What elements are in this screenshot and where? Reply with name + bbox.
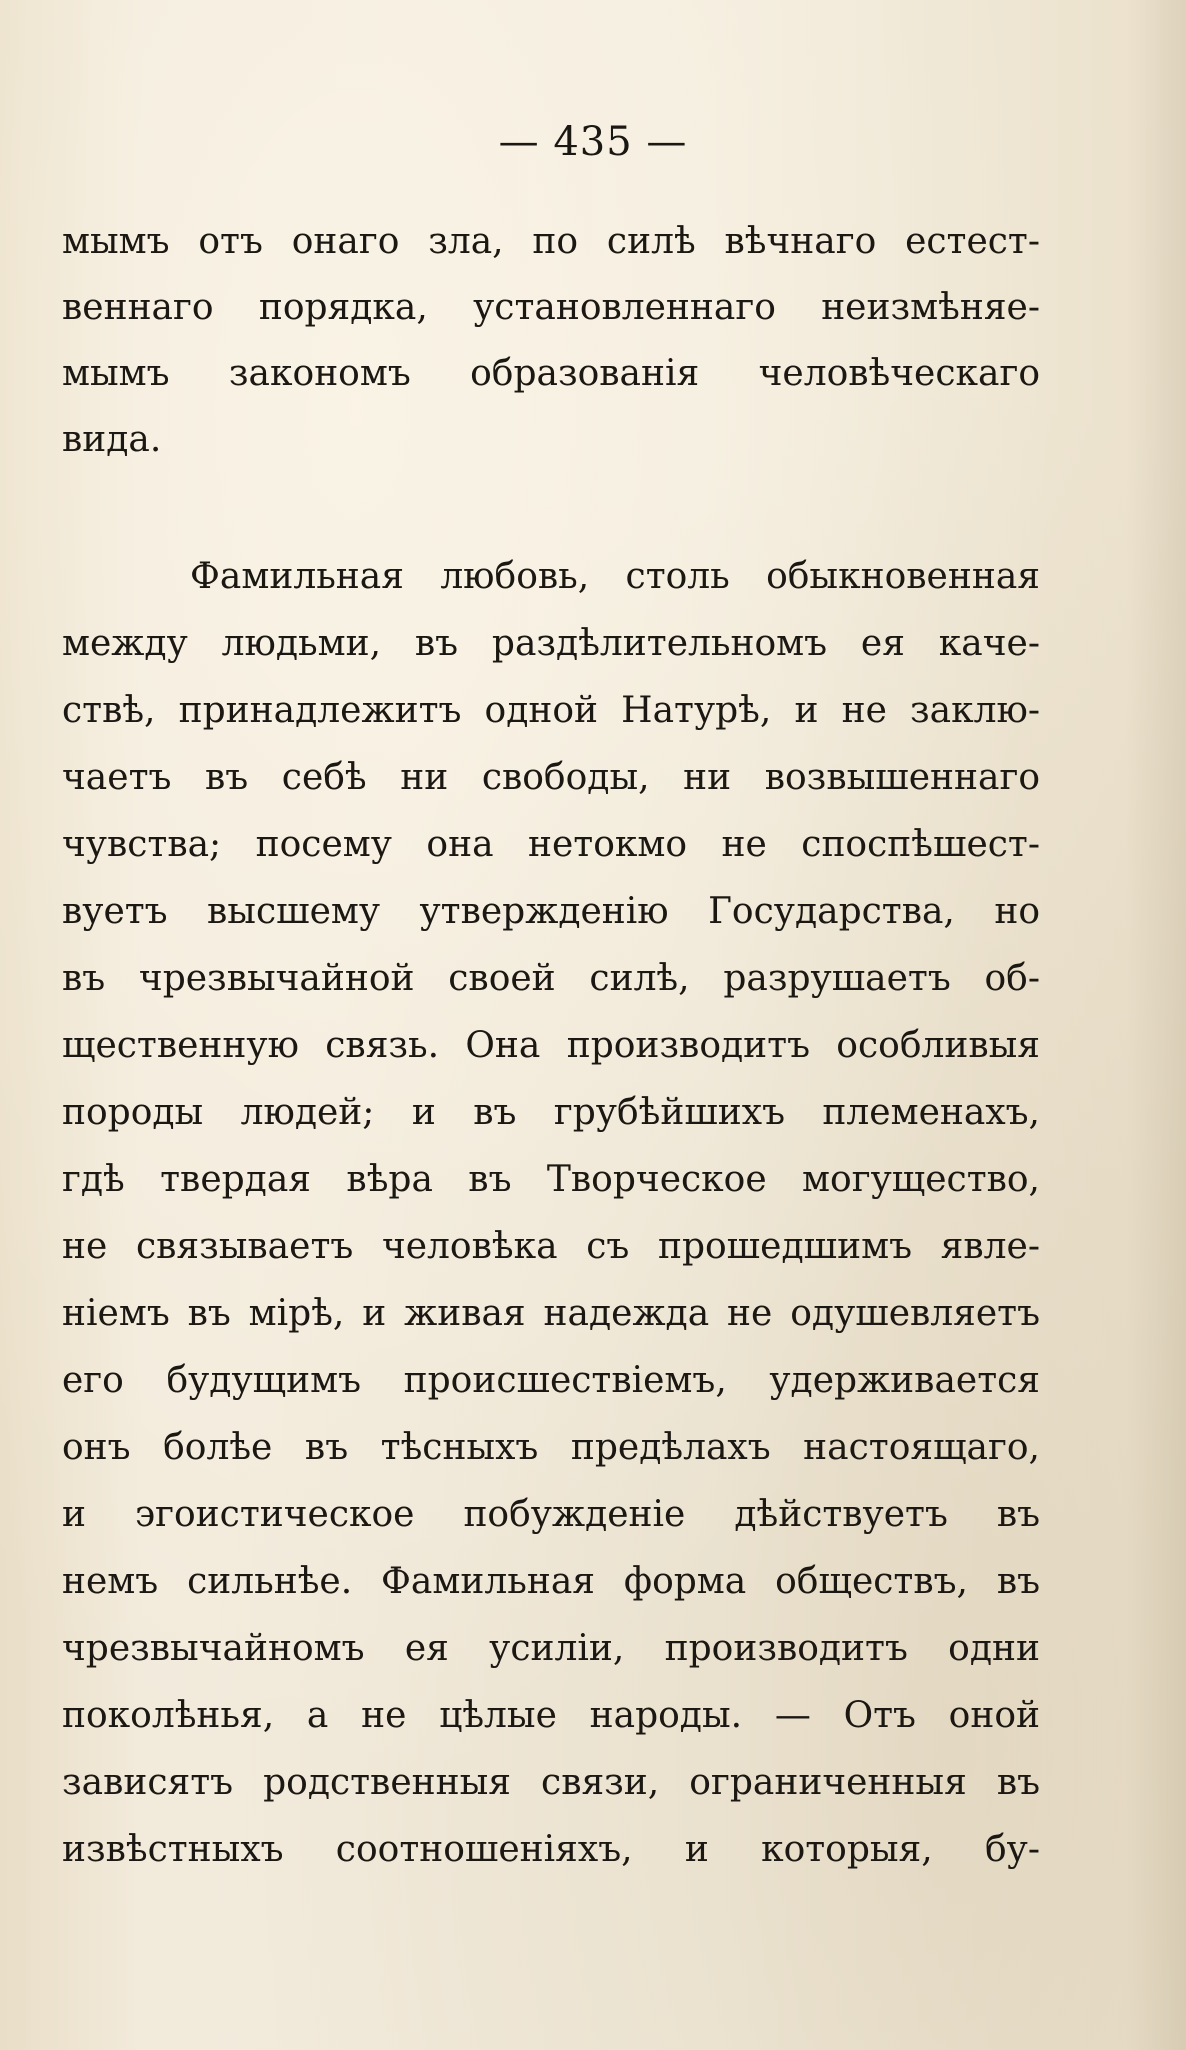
text-line: гдѣ твердая вѣра въ Творческое могущество, — [62, 1159, 1040, 1200]
page-edge-shadow — [1126, 0, 1186, 2050]
text-line: въ чрезвычайной своей силѣ, разрушаетъ об- — [62, 958, 1040, 999]
text-line: чрезвычайномъ ея усиліи, производитъ одни — [62, 1628, 1040, 1669]
text-line: породы людей; и въ грубѣйшихъ племенахъ, — [62, 1092, 1040, 1133]
text-line: немъ сильнѣе. Фамильная форма обществъ, въ — [62, 1561, 1040, 1602]
text-line: щественную связь. Она производитъ особливыя — [62, 1025, 1040, 1066]
text-line: не связываетъ человѣка съ прошедшимъ явле- — [62, 1226, 1040, 1267]
text-line: ствѣ, принадлежитъ одной Натурѣ, и не заклю- — [62, 690, 1040, 731]
text-line: поколѣнья, а не цѣлые народы. — Отъ оной — [62, 1695, 1040, 1736]
text-line: мымъ закономъ образованія человѣческаго — [62, 353, 1040, 394]
text-line: извѣстныхъ соотношеніяхъ, и которыя, бу- — [62, 1829, 1040, 1870]
text-line: его будущимъ происшествіемъ, удерживается — [62, 1360, 1040, 1401]
text-line: онъ болѣе въ тѣсныхъ предѣлахъ настоящаго, — [62, 1427, 1040, 1468]
text-line: Фамильная любовь, столь обыкновенная — [190, 556, 1040, 597]
text-line: и эгоистическое побужденіе дѣйствуетъ въ — [62, 1494, 1040, 1535]
text-line: вида. — [62, 419, 162, 460]
text-line: чувства; посему она нетокмо не споспѣшест- — [62, 824, 1040, 865]
text-line: веннаго порядка, установленнаго неизмѣняе- — [62, 287, 1040, 328]
text-line: между людьми, въ раздѣлительномъ ея каче- — [62, 623, 1040, 664]
text-line: вуетъ высшему утвержденію Государства, но — [62, 891, 1040, 932]
text-line: зависятъ родственныя связи, ограниченныя въ — [62, 1762, 1040, 1803]
text-line: мымъ отъ онаго зла, по силѣ вѣчнаго естест- — [62, 221, 1040, 262]
text-line: ніемъ въ мірѣ, и живая надежда не одушевляетъ — [62, 1293, 1040, 1334]
page-number: — 435 — — [498, 119, 688, 165]
text-line: чаетъ въ себѣ ни свободы, ни возвышеннаго — [62, 757, 1040, 798]
